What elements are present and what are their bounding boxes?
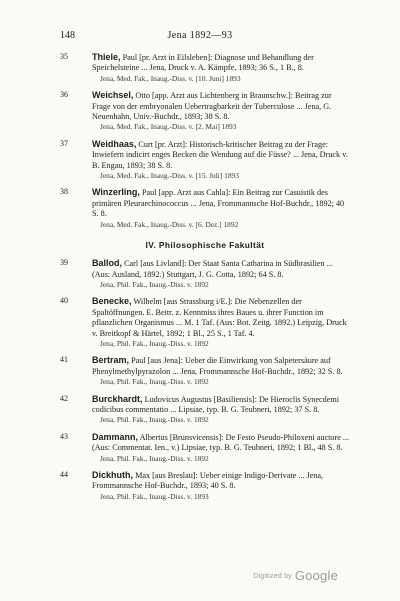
entry-text [92,355,350,377]
entry-number: 40 [60,296,68,306]
entry-note: Jena, Phil. Fak., Inaug.-Diss. v. 1892 [100,377,209,387]
author-name: Weidhaas, [92,138,137,149]
author-name: Dammann, [92,431,139,442]
entry-number: 39 [60,258,68,268]
entry-description: Wilhelm [aus Strassburg i/E.]: Die Nebenzellen der Spaltöffnungen. E. Beitr. z. Kenntniss ihres Baues u. ihrer Function im pflanzlichen Organismus ... M. 1 Taf. (Aus: Bot. Zeitg. 1892.) Leipzig, Druck v. Breitkopf & Härtel, 1892; 1 Bl., 25 S., 1 Taf. 4. [92,297,347,338]
entry-text [92,394,350,416]
entry-note: Jena, Phil. Fak., Inaug.-Diss. v. 1892 [100,338,209,348]
entry-description: Paul [pr. Arzt in Eilsleben]: Diagnose und Behandlung der Speichelsteine ... Jena, Druck v. A. Kämpfe, 1893; 36 S., 1 B., 8. [92,53,314,73]
entry-description: Curt [pr. Arzt]: Historisch-kritischer Beitrag zu der Frage: Inwiefern indicirt enges Becken die Wendung auf die Füsse? ... Jena, Druck v. B. Engau, 1893; 38 S. 8. [92,139,348,170]
entry-number: 44 [60,470,68,479]
author-name: Dickhuth, [92,470,134,480]
section-heading: IV. Philosophische Fakultät [145,240,265,251]
entry-list-philosophy [60,258,350,502]
entry-text [92,52,350,74]
entry-description: Carl [aus Livland]: Der Staat Santa Catharina in Südbrasilien ... (Aus: Ausland, 1892.) Stuttgart, J. G. Cotta, 1892; 64 S. 8. [92,259,333,279]
entry-text [92,258,350,280]
bibliography-entry [60,139,350,182]
entry-note: Jena, Phil. Fak., Inaug.-Diss. v. 1892 [100,415,209,425]
entry-number: 37 [60,138,68,148]
entry-text [92,470,350,492]
author-name: Bertram, [92,355,130,366]
entry-description: Albertus [Brunsvicensis]: De Festo Pseudo-Philoxeni auctore ... (Aus: Commentat. Ien., v.) Lipsiae, typ. B. G. Teubneri, 1892; 1 Bl., 48 S. 8. [92,432,350,453]
entry-description: Ludovicus Augustus [Basiliensis]: De Hieroclis Synecdemi codicibus commentatio ... Lipsiae, typ. B. G. Teubneri, 1892; 37 S. 8. [92,394,339,414]
bibliography-entry [60,394,350,426]
running-title: Jena 1892—93 [167,30,233,41]
entry-number: 42 [60,393,68,403]
author-name: Burckhardt, [92,393,143,404]
page-number: 148 [60,30,75,41]
entry-number: 36 [60,90,68,100]
entry-text [92,187,350,219]
entry-description: Otto [app. Arzt aus Lichtenberg in Braunschw.]: Beitrag zur Frage von der embryonalen Uebertragbarkeit der Tuberculose ... Jena, G. Neuenhahn, Univ.-Buchdr., 1893; 38 S. 8. [92,91,332,122]
entry-note: Jena, Phil. Fak., Inaug.-Diss. v. 1892 [100,453,209,463]
entry-note: Jena, Med. Fak., Inaug.-Diss. v. [2. Mai] 1893 [100,122,237,132]
entry-text [92,296,350,339]
entry-text [92,432,350,454]
entry-note: Jena, Phil. Fak., Inaug.-Diss. v. 1892 [100,279,209,289]
entry-description: Max [aus Breslau]: Ueber einige Indigo-Derivate ... Jena, Frommannsche Hof-Buchdr., 1893; 40 S. 8. [92,471,324,491]
bibliography-entry [60,187,350,230]
bibliography-entry [60,470,350,502]
entry-number: 43 [60,431,68,441]
entry-text [92,90,350,122]
author-name: Weichsel, [92,90,134,101]
bibliography-entry [60,355,350,387]
entry-number: 35 [60,52,68,61]
entry-number: 41 [60,355,68,365]
page-body [60,52,350,508]
bibliography-entry [60,90,350,133]
author-name: Thiele, [92,52,121,62]
bibliography-entry [60,258,350,290]
entry-note: Jena, Med. Fak., Inaug.-Diss. v. [6. Dez.] 1892 [100,219,239,229]
watermark-prefix: Digitized by [253,573,292,580]
entry-note: Jena, Med. Fak., Inaug.-Diss. v. [10. Juni] 1893 [100,73,241,83]
bibliography-entry [60,296,350,349]
entry-note: Jena, Phil. Fak., Inaug.-Diss. v. 1893 [100,491,209,501]
entry-list-medical [60,52,350,230]
entry-number: 38 [60,187,68,197]
entry-description: Paul [aus Jena]: Ueber die Einwirkung von Salpetersäure auf Phenylmethylpyrazolon ... Jena, Frommannsche Hof-Buchdr., 1892; 32 S. 8. [92,356,343,376]
author-name: Winzerling, [92,187,140,198]
entry-text [92,139,350,171]
author-name: Ballod, [92,258,123,269]
author-name: Benecke, [92,296,132,307]
entry-description: Paul [app. Arzt aus Cahla]: Ein Beitrag zur Casuistik des primären Pleuraechinococcus ... Jena, Frommannsche Hof-Buchdr., 1892; 40 S. 8. [92,188,345,219]
page-header [60,30,340,42]
bibliography-entry [60,432,350,464]
google-watermark [253,568,338,583]
watermark-brand: Google [294,568,338,583]
entry-note: Jena, Med. Fak., Inaug.-Diss. v. [15. Juli] 1893 [100,171,239,181]
bibliography-entry [60,52,350,84]
